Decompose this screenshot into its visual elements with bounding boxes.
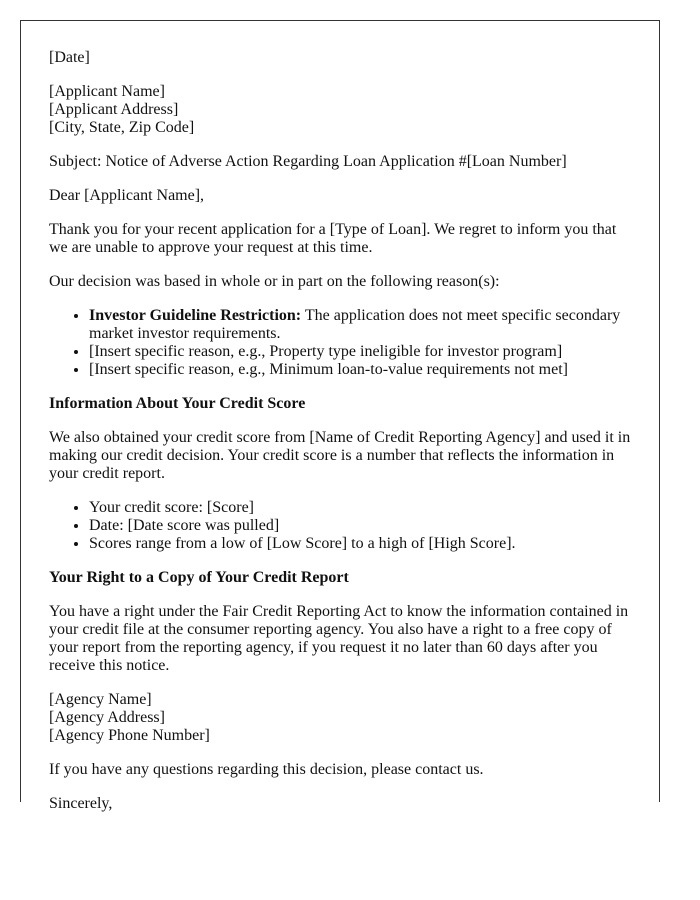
reason-text: [Insert specific reason, e.g., Minimum loan-to-value requirements not met] (89, 361, 568, 378)
letter-date: [Date] (49, 49, 90, 66)
agency-address-block (49, 691, 631, 745)
credit-score-item: • Your credit score: [Score] (89, 499, 631, 517)
reasons-list (49, 307, 631, 379)
agency-phone: [Agency Phone Number] (49, 727, 210, 744)
letter-intro: Thank you for your recent application for a [Type of Loan]. We regret to inform you that we are unable to approve your request at this time. (49, 221, 617, 256)
agency-address: [Agency Address] (49, 709, 165, 726)
credit-report-heading: Your Right to a Copy of Your Credit Report (49, 569, 349, 586)
letter-document (20, 20, 660, 812)
reason-item (89, 361, 631, 379)
recipient-address: [Applicant Address] (49, 101, 179, 118)
credit-report-body: You have a right under the Fair Credit Reporting Act to know the information contained in your credit file at the consumer reporting agency. You also have a right to a free copy of your report from the reporting agency, if you request it no later than 60 days after you receive this notice. (49, 603, 629, 674)
reason-text: The application does not meet specific secondary market investor requirements. (89, 307, 621, 342)
agency-name: [Agency Name] (49, 691, 152, 708)
recipient-name: [Applicant Name] (49, 83, 165, 100)
credit-score-item: • Date: [Date score was pulled] (89, 517, 631, 535)
reason-label: Investor Guideline Restriction: (89, 307, 302, 324)
reason-text: [Insert specific reason, e.g., Property type ineligible for investor program] (89, 343, 563, 360)
recipient-city-state-zip: [City, State, Zip Code] (49, 119, 195, 136)
credit-score-body: We also obtained your credit score from [Name of Credit Reporting Agency] and used it in making our credit decision. Your credit score is a number that reflects the information in your credit report. (49, 429, 631, 482)
closing-note: If you have any questions regarding this decision, please contact us. (49, 761, 484, 778)
recipient-address-block (49, 83, 631, 137)
credit-score-item: • Scores range from a low of [Low Score] to a high of [High Score]. (89, 535, 631, 553)
reason-item (89, 307, 631, 343)
letter-subject: Subject: Notice of Adverse Action Regarding Loan Application #[Loan Number] (49, 153, 567, 170)
reason-item (89, 343, 631, 361)
sign-off: Sincerely, (49, 795, 113, 812)
credit-score-list (49, 499, 631, 553)
reasons-intro: Our decision was based in whole or in part on the following reason(s): (49, 273, 500, 290)
letter-salutation: Dear [Applicant Name], (49, 187, 205, 204)
credit-score-heading: Information About Your Credit Score (49, 395, 306, 412)
